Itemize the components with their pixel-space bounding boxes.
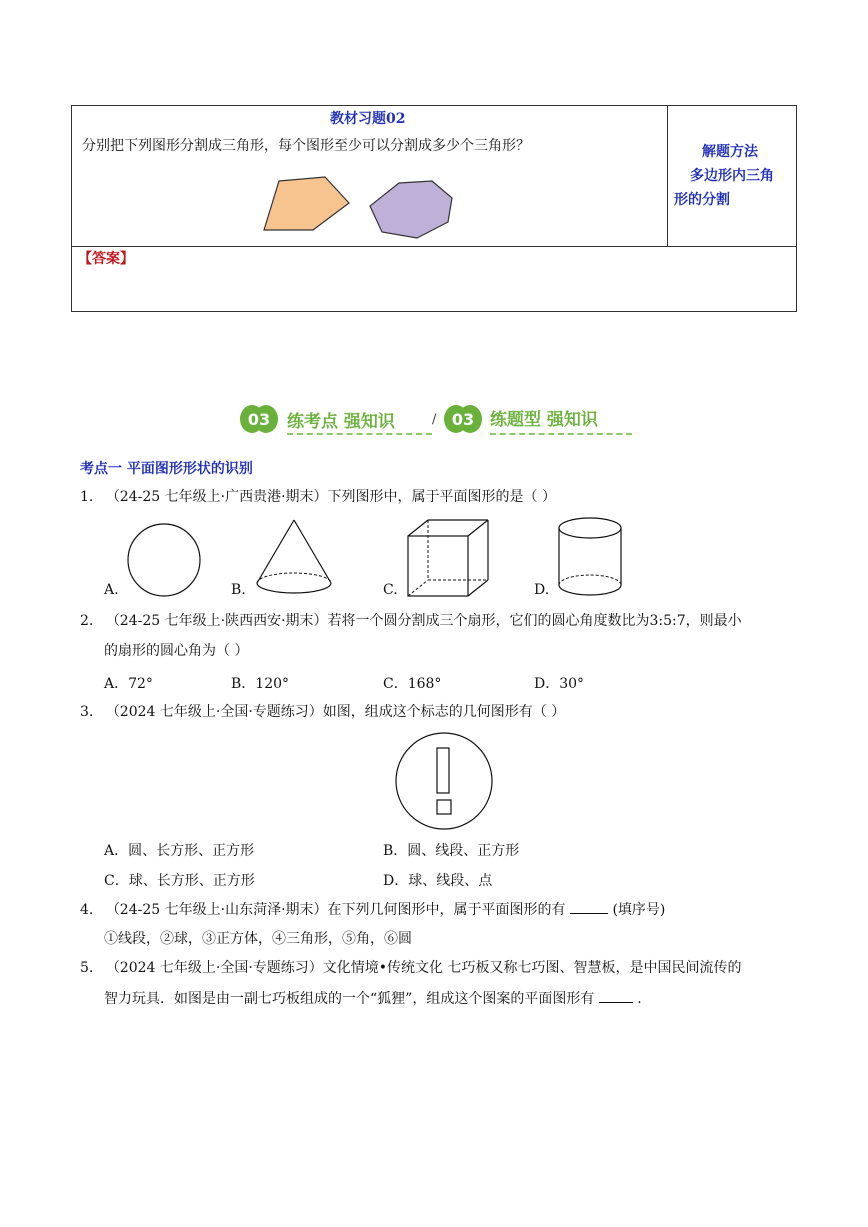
- option-a[interactable]: A．圆、长方形、正方形: [104, 843, 255, 859]
- question-text: （2024 七年级上·全国·专题练习）如图，组成这个标志的几何图形有（ ）: [105, 704, 566, 720]
- option-d[interactable]: D.: [534, 582, 550, 598]
- question-3: [80, 702, 565, 722]
- cylinder-figure: [555, 515, 625, 601]
- cone-figure: [254, 518, 334, 600]
- option-a[interactable]: A．72°: [104, 676, 153, 692]
- question-text: （2024 七年级上·全国·专题练习）文化情境•传统文化 七巧板又称七巧图、智慧板，是中国民间流传的: [105, 960, 742, 976]
- question-number: 5.: [80, 960, 94, 976]
- banner-text: 练题型 强知识: [490, 410, 598, 430]
- question-suffix: (填序号): [612, 902, 666, 918]
- question-number: 3.: [80, 704, 94, 720]
- question-2: [80, 611, 742, 631]
- option-b[interactable]: B．120°: [231, 676, 290, 692]
- question-text: 智力玩具．如图是由一副七巧板组成的一个“狐狸”，组成这个图案的平面图形有: [104, 991, 595, 1007]
- answer-blank[interactable]: [570, 899, 608, 914]
- dashed-underline: [287, 433, 432, 435]
- question-4: [80, 899, 665, 920]
- question-items: ①线段，②球，③正方体，④三角形，⑤角，⑥圆: [104, 931, 412, 947]
- option-c[interactable]: C．168°: [383, 676, 442, 692]
- exercise-prompt: 分别把下列图形分割成三角形，每个图形至少可以分割成多少个三角形？: [82, 138, 530, 154]
- method-title: 解题方法: [702, 144, 758, 160]
- exercise-title: 教材习题02: [330, 111, 406, 127]
- question-text-line2: [104, 988, 642, 1009]
- polygon-figures: [257, 174, 467, 244]
- question-number: 4.: [80, 902, 94, 918]
- option-a[interactable]: A.: [104, 582, 119, 598]
- circle-figure: [125, 523, 205, 599]
- answer-blank[interactable]: [599, 988, 633, 1003]
- pentagon-shape: [264, 177, 349, 230]
- option-c[interactable]: C.: [383, 582, 398, 598]
- question-text: （24-25 七年级上·陕西西安·期末）若将一个圆分割成三个扇形，它们的圆心角度数比为3:5:7，则最小: [105, 613, 742, 629]
- badge-icon: [240, 404, 278, 434]
- method-text: 多边形内三角: [690, 168, 774, 184]
- question-end: .: [637, 991, 642, 1007]
- divider: [667, 106, 668, 246]
- logo-figure: [394, 731, 496, 833]
- option-d[interactable]: D．球、线段、点: [383, 873, 493, 889]
- method-text: 形的分割: [674, 192, 730, 208]
- question-text: 的扇形的圆心角为（ ）: [104, 643, 249, 659]
- badge-icon: [444, 404, 482, 434]
- heptagon-shape: [370, 181, 452, 238]
- question-1: [80, 487, 556, 507]
- option-d[interactable]: D．30°: [534, 676, 585, 692]
- banner-text: 练考点 强知识: [287, 412, 395, 432]
- badge-number: 03: [451, 410, 475, 429]
- cube-figure: [405, 518, 495, 600]
- question-text: （24-25 七年级上·广西贵港·期末）下列图形中，属于平面图形的是（ ）: [105, 489, 556, 505]
- divider: [72, 246, 796, 247]
- option-b[interactable]: B．圆、线段、正方形: [383, 843, 520, 859]
- dashed-underline: [490, 433, 632, 435]
- badge-number: 03: [247, 410, 271, 429]
- exercise-box: [71, 105, 797, 312]
- question-number: 1.: [80, 489, 94, 505]
- question-5: [80, 958, 742, 978]
- option-b[interactable]: B.: [231, 582, 246, 598]
- answer-label: 【答案】: [78, 251, 134, 267]
- separator: /: [432, 412, 437, 427]
- section-banner: [240, 402, 640, 438]
- question-text: （24-25 七年级上·山东菏泽·期末）在下列几何图形中，属于平面图形的有: [105, 902, 566, 918]
- section-title: 考点一 平面图形形状的识别: [80, 461, 253, 477]
- option-c[interactable]: C．球、长方形、正方形: [104, 873, 255, 889]
- question-number: 2.: [80, 613, 94, 629]
